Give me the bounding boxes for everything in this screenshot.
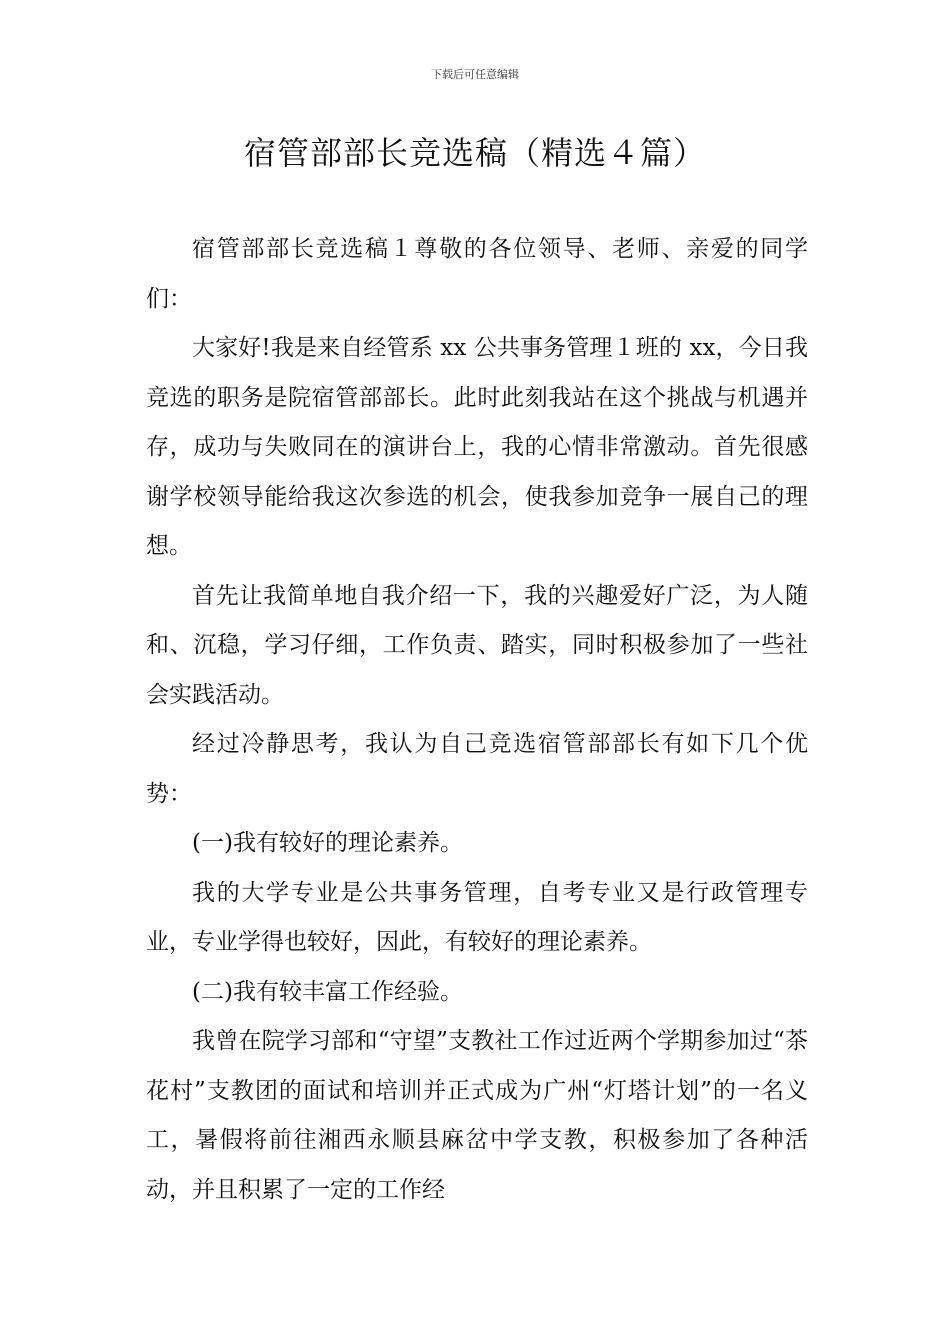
header-note: 下载后可任意编辑 [431, 68, 519, 81]
paragraph-point-2-detail: 我曾在院学习部和“守望”支教社工作过近两个学期参加过“茶花村”支教团的面试和培训并正式成为广州“灯塔计划”的一名义工，暑假将前往湘西永顺县麻岔中学支教，积极参加了各种活动，并且积累了一定的工作经 [146, 1028, 808, 1203]
paragraph-advantages: 经过冷静思考，我认为自己竞选宿管部部长有如下几个优势： [146, 731, 808, 807]
paragraph-point-2: (二)我有较丰富工作经验。 [192, 978, 463, 1005]
paragraph-self-intro: 首先让我简单地自我介绍一下，我的兴趣爱好广泛，为人随和、沉稳，学习仔细，工作负责、踏实，同时积极参加了一些社会实践活动。 [146, 582, 808, 708]
document-title: 宿管部部长竞选稿（精选４篇） [243, 134, 706, 172]
paragraph-greeting: 宿管部部长竞选稿１尊敬的各位领导、老师、亲爱的同学们： [146, 236, 808, 312]
paragraph-point-1-detail: 我的大学专业是公共事务管理，自考专业又是行政管理专业，专业学得也较好，因此，有较好的理论素养。 [146, 879, 808, 955]
paragraph-point-1: (一)我有较好的理论素养。 [192, 830, 463, 856]
paragraph-introduction: 大家好!我是来自经管系 xx 公共事务管理１班的 xx，今日我竞选的职务是院宿管部部长。此时此刻我站在这个挑战与机遇并存，成功与失败同在的演讲台上，我的心情非常激动。首先很感谢学校领导能给我这次参选的机会，使我参加竞争一展自己的理想。 [146, 335, 808, 559]
document-body [146, 225, 808, 1215]
